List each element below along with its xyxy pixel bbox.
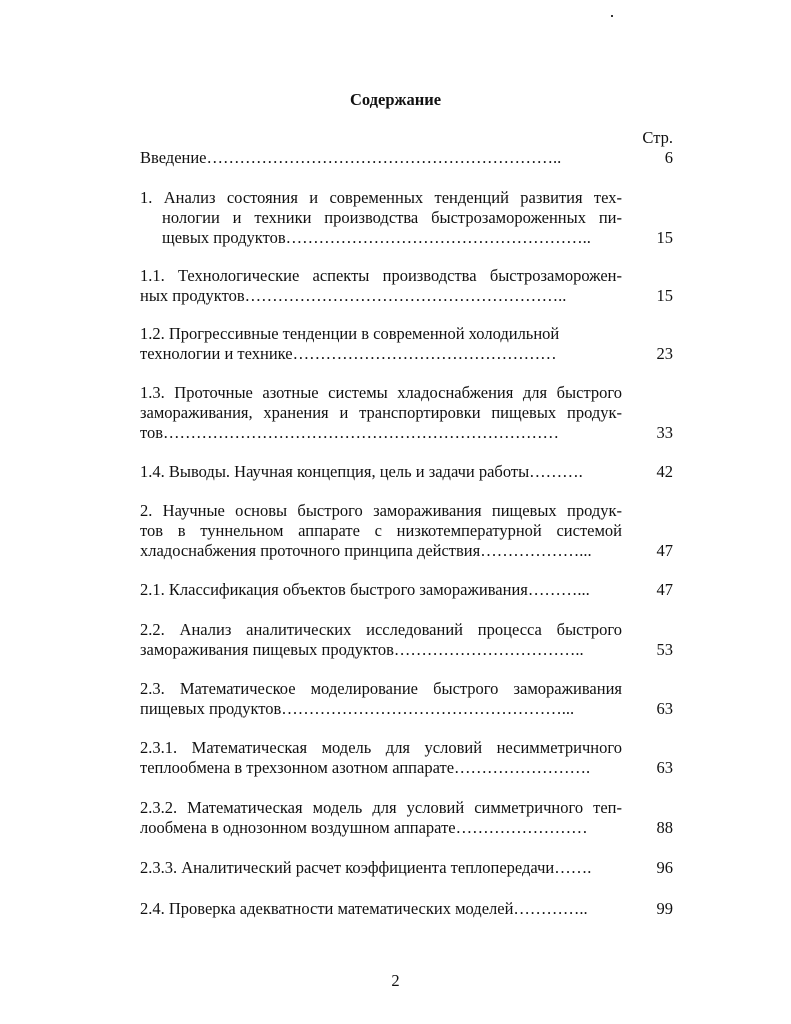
toc-entry-line: 2.3.2. Математическая модель для условий симметричного теп- — [140, 798, 622, 817]
toc-entry-line: 2. Научные основы быстрого замораживания пищевых продук- — [140, 501, 622, 520]
toc-entry-line: замораживания пищевых продуктов…………………………….. — [140, 640, 584, 659]
toc-entry-line: щевых продуктов……………………………………………….. — [162, 228, 591, 247]
toc-page-number: 15 — [656, 228, 673, 247]
toc-entry-line: ных продуктов………………………………………………….. — [140, 286, 567, 305]
toc-entry-chapter-2 — [140, 501, 675, 561]
toc-page-number: 15 — [656, 286, 673, 305]
toc-page-number: 53 — [656, 640, 673, 659]
toc-page-number: 33 — [656, 423, 673, 442]
toc-page-number: 88 — [656, 818, 673, 837]
toc-entry-line: технологии и технике………………………………………… — [140, 344, 557, 363]
toc-entry-line: Введение……………………………………………………….. — [140, 148, 562, 167]
toc-entry-line: 2.3.3. Аналитический расчет коэффициента теплопередачи……. — [140, 858, 592, 877]
toc-entry-section-2-4 — [140, 899, 675, 919]
toc-entry-section-2-3-2 — [140, 798, 675, 838]
page-column-header: Стр. — [642, 128, 673, 147]
toc-entry-section-2-1 — [140, 580, 675, 600]
toc-entry-line: тов……………………………………………………………… — [140, 423, 560, 442]
toc-page-number: 63 — [656, 699, 673, 718]
toc-entry-chapter-1 — [140, 188, 675, 248]
toc-entry-line: теплообмена в трехзонном азотном аппарате……………………. — [140, 758, 591, 777]
toc-entry-line: 2.4. Проверка адекватности математических моделей………….. — [140, 899, 588, 918]
toc-entry-line: лообмена в однозонном воздушном аппарате…………………… — [140, 818, 588, 837]
toc-entry-line: замораживания, хранения и транспортировки пищевых продук- — [140, 403, 622, 422]
toc-page-number: 47 — [656, 541, 673, 560]
toc-entry-line: 1.2. Прогрессивные тенденции в современной холодильной — [140, 324, 560, 343]
toc-entry-section-2-3-1 — [140, 738, 675, 778]
toc-page-number: 99 — [656, 899, 673, 918]
toc-page-number: 96 — [656, 858, 673, 877]
toc-entry-section-2-3-3 — [140, 858, 675, 878]
toc-entry-section-2-3 — [140, 679, 675, 719]
toc-entry-line: 1. Анализ состояния и современных тенденций развития тех- — [140, 188, 622, 207]
toc-entry-line: 2.3. Математическое моделирование быстрого замораживания — [140, 679, 622, 698]
footer-page-number: 2 — [391, 971, 400, 990]
toc-entry-line: 1.4. Выводы. Научная концепция, цель и задачи работы………. — [140, 462, 583, 481]
scan-artifact-dot — [611, 15, 613, 17]
toc-entry-section-1-1 — [140, 266, 675, 306]
toc-entry-line: пищевых продуктов……………………………………………... — [140, 699, 575, 718]
toc-entry-section-1-3 — [140, 383, 675, 443]
toc-page-number: 23 — [656, 344, 673, 363]
toc-entry-section-1-4 — [140, 462, 675, 482]
toc-entry-section-1-2 — [140, 324, 675, 364]
toc-page-number: 6 — [664, 148, 673, 167]
toc-entry-section-2-2 — [140, 620, 675, 660]
toc-entry-line: нологии и техники производства быстрозамороженных пи- — [162, 208, 622, 227]
toc-page-number: 42 — [656, 462, 673, 481]
toc-entry-line: 1.3. Проточные азотные системы хладоснабжения для быстрого — [140, 383, 622, 402]
toc-entry-line: тов в туннельном аппарате с низкотемпературной системой — [140, 521, 622, 540]
toc-entry-line: 2.2. Анализ аналитических исследований процесса быстрого — [140, 620, 622, 639]
toc-entry-line: 1.1. Технологические аспекты производства быстрозаморожен- — [140, 266, 622, 285]
toc-page-number: 63 — [656, 758, 673, 777]
toc-entry-introduction — [140, 148, 675, 168]
toc-entry-line: хладоснабжения проточного принципа действия………………... — [140, 541, 592, 560]
toc-page-number: 47 — [656, 580, 673, 599]
page-title: Содержание — [349, 90, 442, 109]
toc-entry-line: 2.1. Классификация объектов быстрого замораживания………... — [140, 580, 590, 599]
toc-entry-line: 2.3.1. Математическая модель для условий несимметричного — [140, 738, 622, 757]
